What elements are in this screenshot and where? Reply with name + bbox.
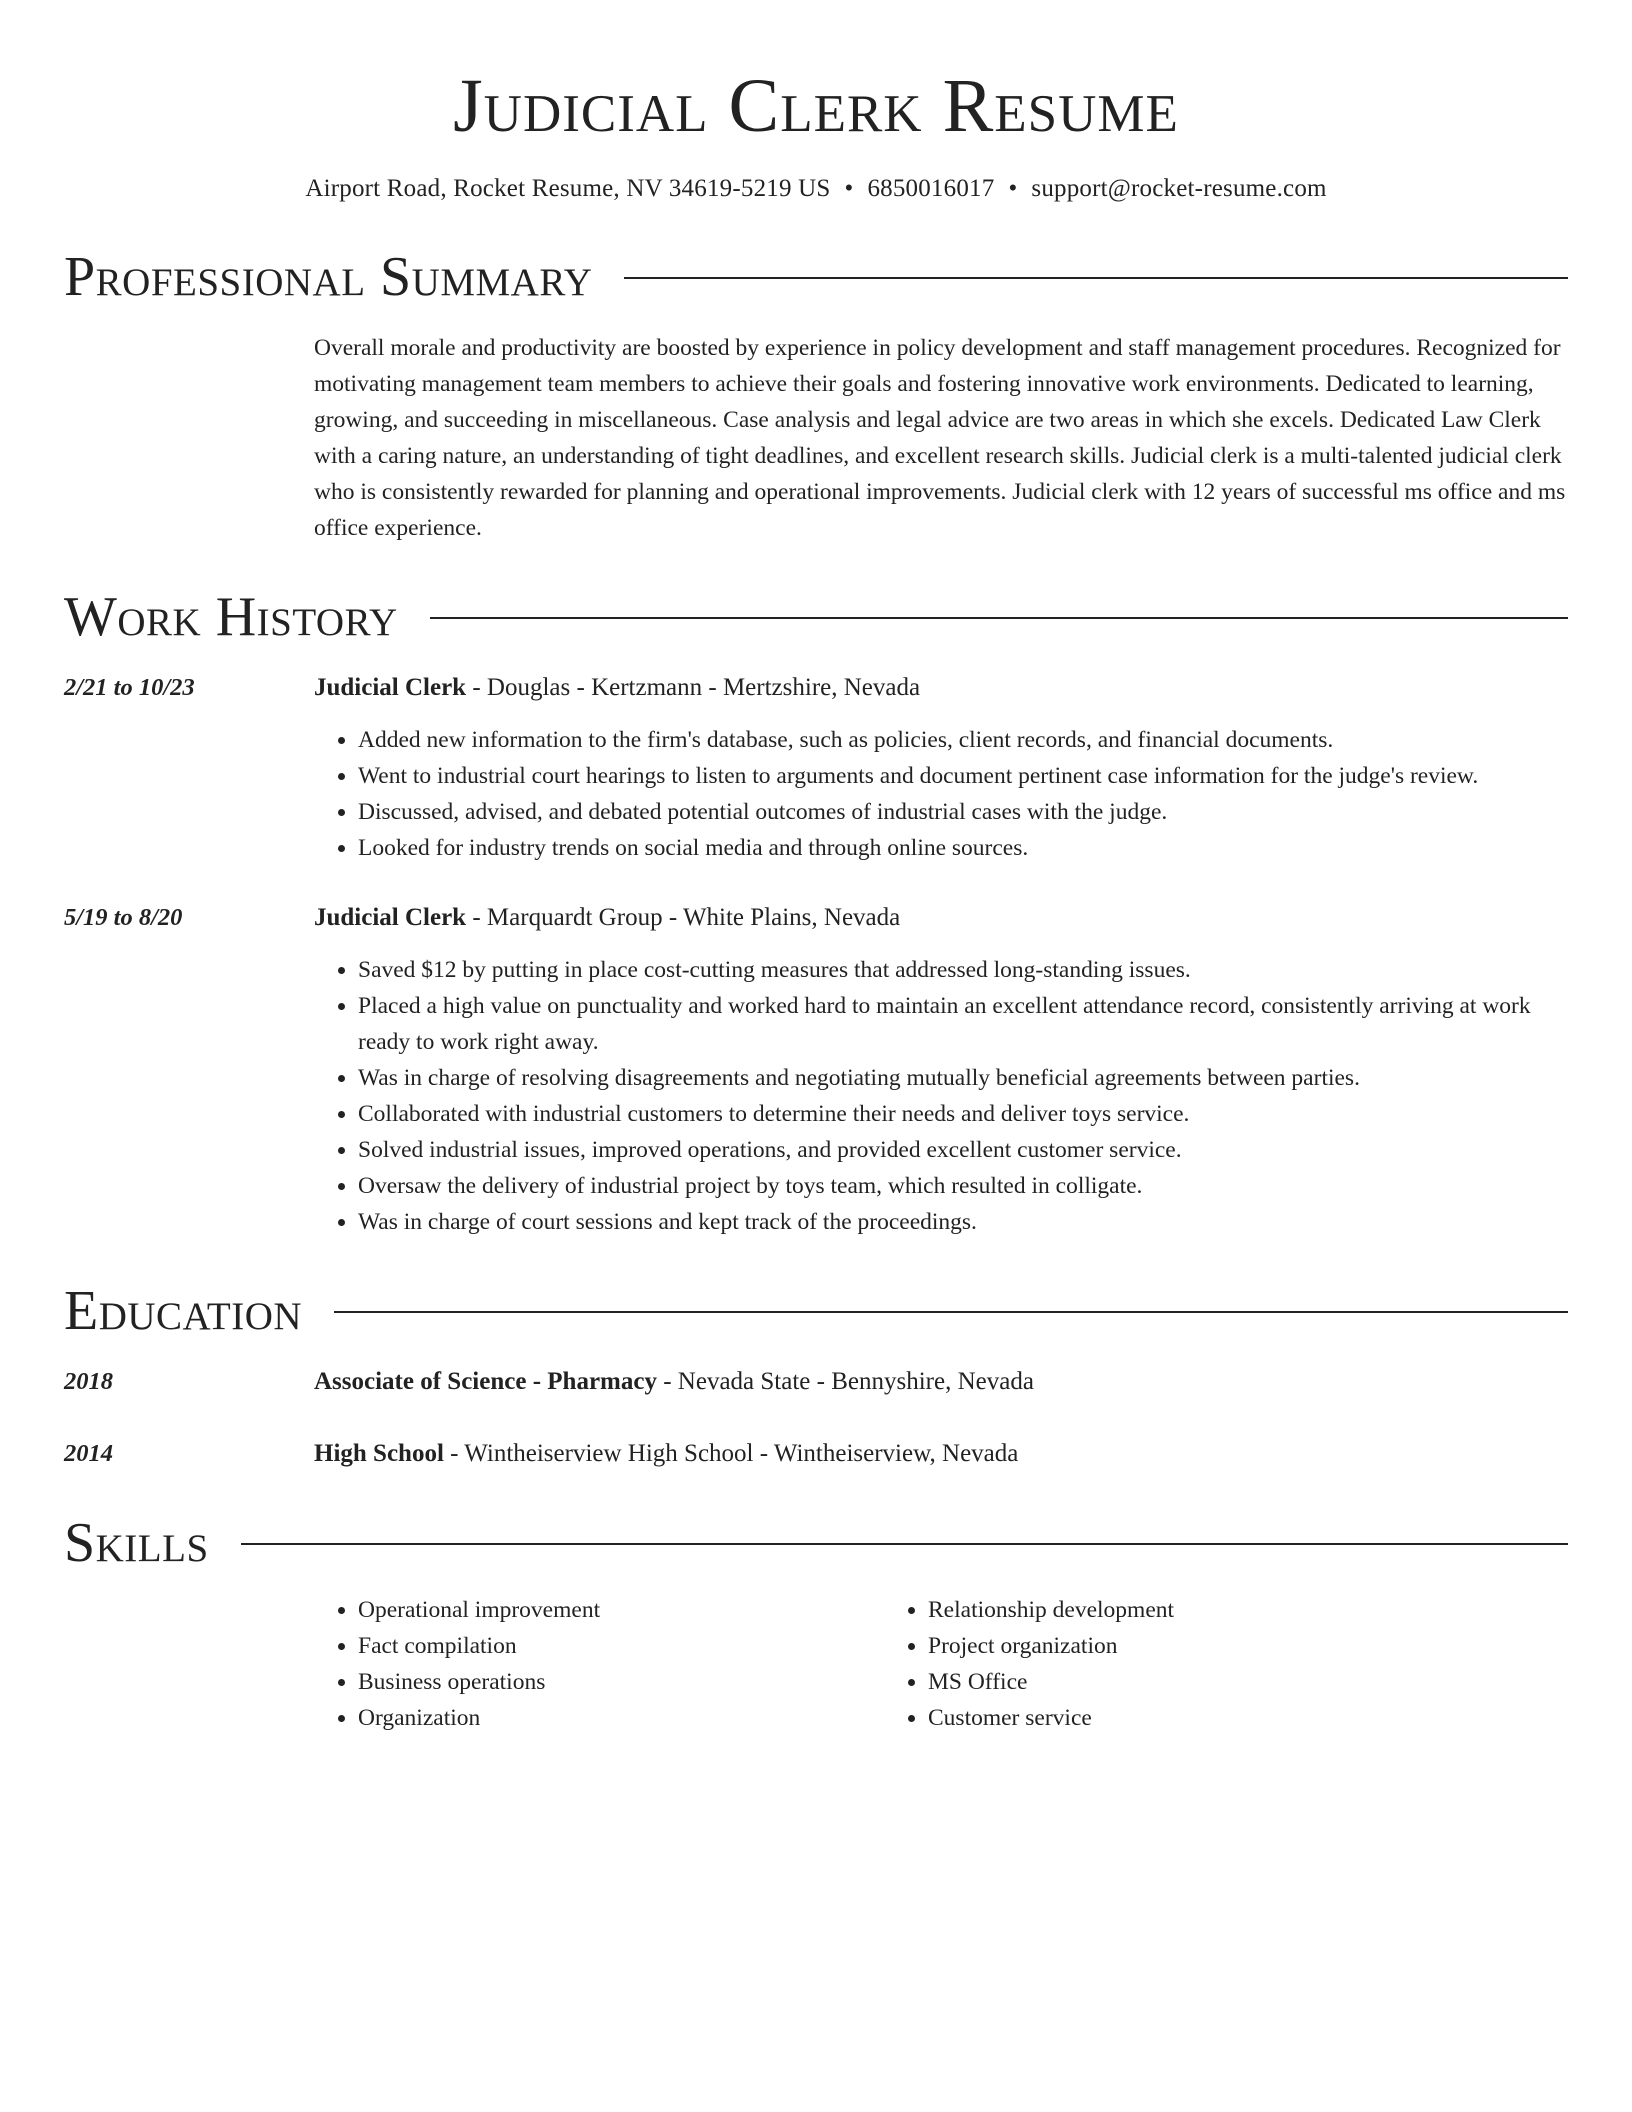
skills-columns bbox=[314, 1592, 1568, 1736]
skills-heading: Skills bbox=[64, 1512, 209, 1574]
job-body bbox=[314, 900, 1568, 1240]
job-title: Judicial Clerk bbox=[314, 904, 467, 931]
skill-item: • MS Office bbox=[928, 1664, 1454, 1700]
education-entry bbox=[64, 1436, 1568, 1472]
section-divider bbox=[334, 1311, 1568, 1313]
education-year: 2018 bbox=[64, 1368, 113, 1395]
job-body bbox=[314, 670, 1568, 866]
skill-item: • Business operations bbox=[358, 1664, 884, 1700]
skill-item: • Relationship development bbox=[928, 1592, 1454, 1628]
list-item: • Placed a high value on punctuality and worked hard to maintain an excellent attendance record, consistently arriving at work ready to work right away. bbox=[358, 988, 1568, 1060]
education-details: - Wintheiserview High School - Wintheiserview, Nevada bbox=[443, 1440, 1019, 1467]
contact-line bbox=[64, 172, 1568, 206]
job-details: - Douglas - Kertzmann - Mertzshire, Nevada bbox=[466, 674, 921, 701]
summary-text: Overall morale and productivity are boosted by experience in policy development and staff management procedures. Recognized for motivating management team members to achieve their goals and fostering innovative work environments. Dedicated to learning, growing, and succeeding in miscellaneous. Case analysis and legal advice are two areas in which she excels. Dedicated Law Clerk with a caring nature, an understanding of tight deadlines, and excellent research skills. Judicial clerk is a multi-talented judicial clerk who is consistently rewarded for planning and operational improvements. Judicial clerk with 12 years of successful ms office and ms office experience. bbox=[314, 335, 1566, 541]
skill-item: • Operational improvement bbox=[358, 1592, 884, 1628]
work-section-header bbox=[64, 586, 1568, 648]
work-heading: Work History bbox=[64, 586, 398, 648]
job-title-line bbox=[314, 670, 1568, 706]
job-dates: 5/19 to 8/20 bbox=[64, 904, 183, 931]
skills-section-header bbox=[64, 1512, 1568, 1574]
education-year: 2014 bbox=[64, 1440, 113, 1467]
list-item: • Added new information to the firm's database, such as policies, client records, and financial documents. bbox=[358, 722, 1568, 758]
job-title-line bbox=[314, 900, 1568, 936]
contact-address: Airport Road, Rocket Resume, NV 34619-5219 US bbox=[305, 175, 831, 202]
skill-item: • Fact compilation bbox=[358, 1628, 884, 1664]
job-entry bbox=[64, 670, 1568, 866]
job-entry bbox=[64, 900, 1568, 1240]
skills-list-right bbox=[884, 1592, 1454, 1736]
job-details: - Marquardt Group - White Plains, Nevada bbox=[466, 904, 901, 931]
job-bullets bbox=[314, 952, 1568, 1240]
education-body bbox=[314, 1364, 1034, 1400]
contact-phone: 6850016017 bbox=[867, 175, 995, 202]
job-dates: 2/21 to 10/23 bbox=[64, 674, 195, 701]
section-divider bbox=[241, 1543, 1568, 1545]
resume-title: Judicial Clerk Resume bbox=[453, 64, 1179, 148]
education-heading: Education bbox=[64, 1280, 303, 1342]
list-item: • Was in charge of resolving disagreements and negotiating mutually beneficial agreements between parties. bbox=[358, 1060, 1568, 1096]
education-degree: Associate of Science - Pharmacy bbox=[314, 1368, 657, 1395]
list-item: • Saved $12 by putting in place cost-cutting measures that addressed long-standing issues. bbox=[358, 952, 1568, 988]
education-details: - Nevada State - Bennyshire, Nevada bbox=[656, 1368, 1034, 1395]
job-bullets bbox=[314, 722, 1568, 866]
list-item: • Looked for industry trends on social media and through online sources. bbox=[358, 830, 1568, 866]
list-item: • Oversaw the delivery of industrial project by toys team, which resulted in colligate. bbox=[358, 1168, 1568, 1204]
list-item: • Solved industrial issues, improved operations, and provided excellent customer service. bbox=[358, 1132, 1568, 1168]
education-section-header bbox=[64, 1280, 1568, 1342]
list-item: • Discussed, advised, and debated potential outcomes of industrial cases with the judge. bbox=[358, 794, 1568, 830]
job-title: Judicial Clerk bbox=[314, 674, 467, 701]
skill-item: • Organization bbox=[358, 1700, 884, 1736]
section-divider bbox=[430, 617, 1568, 619]
list-item: • Went to industrial court hearings to listen to arguments and document pertinent case information for the judge's review. bbox=[358, 758, 1568, 794]
education-degree: High School bbox=[314, 1440, 444, 1467]
list-item: • Was in charge of court sessions and kept track of the proceedings. bbox=[358, 1204, 1568, 1240]
education-entry bbox=[64, 1364, 1568, 1400]
skill-item: • Project organization bbox=[928, 1628, 1454, 1664]
skills-list-left bbox=[314, 1592, 884, 1736]
education-body bbox=[314, 1436, 1018, 1472]
contact-separator: • bbox=[844, 175, 854, 202]
contact-email: support@rocket-resume.com bbox=[1031, 175, 1327, 202]
list-item: • Collaborated with industrial customers to determine their needs and deliver toys service. bbox=[358, 1096, 1568, 1132]
skill-item: • Customer service bbox=[928, 1700, 1454, 1736]
summary-section-header bbox=[64, 246, 1568, 308]
section-divider bbox=[624, 277, 1568, 279]
contact-separator: • bbox=[1008, 175, 1018, 202]
summary-heading: Professional Summary bbox=[64, 246, 593, 308]
